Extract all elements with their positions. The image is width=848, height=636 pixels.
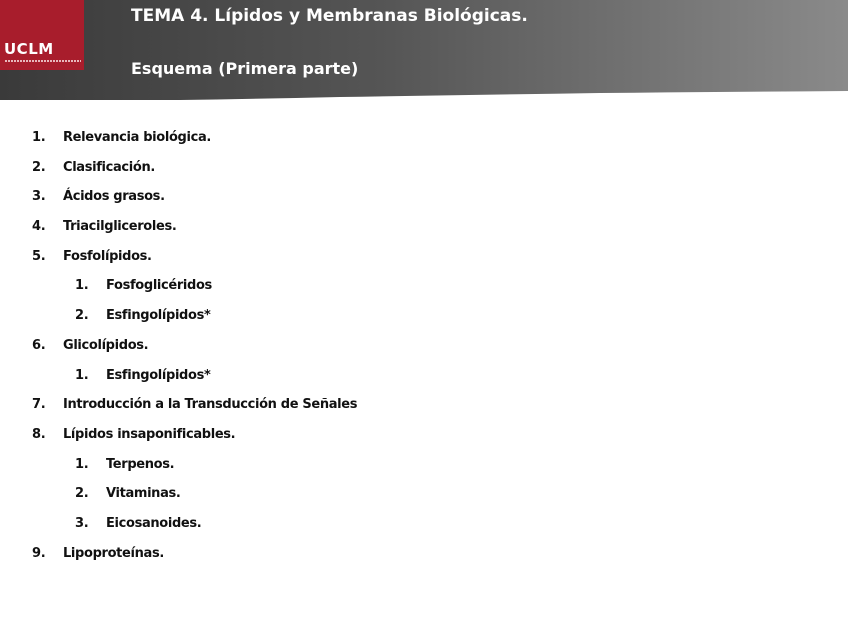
uclm-logo [0, 0, 84, 70]
item-text: Fosfolípidos. [63, 248, 152, 264]
item-number: 7. [32, 397, 46, 413]
outline-item [0, 187, 848, 217]
item-number: 1. [75, 278, 89, 294]
item-number: 1. [75, 456, 89, 472]
item-text: Ácidos grasos. [63, 189, 165, 205]
item-text: Esfingolípidos* [106, 367, 211, 383]
slide-header [0, 0, 848, 100]
item-text: Fosfoglicéridos [106, 278, 212, 294]
outline-subitem [0, 514, 848, 544]
outline-item [0, 128, 848, 158]
item-number: 2. [75, 486, 89, 502]
item-number: 9. [32, 545, 46, 561]
slide-subtitle: Esquema (Primera parte) [131, 59, 359, 78]
outline-subitem [0, 455, 848, 485]
slide-title: TEMA 4. Lípidos y Membranas Biológicas. [131, 6, 528, 26]
item-number: 3. [32, 189, 46, 205]
outline-item [0, 247, 848, 277]
item-text: Glicolípidos. [63, 337, 149, 353]
outline-item [0, 158, 848, 188]
outline-item [0, 336, 848, 366]
item-text: Clasificación. [63, 159, 155, 175]
outline-subitem [0, 484, 848, 514]
outline-subitem [0, 276, 848, 306]
item-number: 2. [32, 159, 46, 175]
item-number: 2. [75, 308, 89, 324]
logo-text: UCLM [4, 40, 54, 58]
item-text: Lípidos insaponificables. [63, 426, 236, 442]
outline-item [0, 217, 848, 247]
item-number: 1. [32, 130, 46, 145]
item-text: Triacilgliceroles. [63, 219, 177, 235]
outline-item [0, 395, 848, 425]
item-text: Introducción a la Transducción de Señales [63, 397, 358, 413]
outline-item [0, 425, 848, 455]
item-number: 1. [75, 367, 89, 383]
logo-subtitle-line [5, 60, 81, 62]
item-number: 5. [32, 248, 46, 264]
outline-list [0, 128, 848, 573]
item-text: Relevancia biológica. [63, 130, 211, 145]
item-number: 4. [32, 219, 46, 235]
item-text: Vitaminas. [106, 486, 181, 502]
item-text: Eicosanoides. [106, 515, 202, 531]
item-text: Terpenos. [106, 456, 175, 472]
outline-subitem [0, 366, 848, 396]
outline-subitem [0, 306, 848, 336]
item-number: 6. [32, 337, 46, 353]
outline-item [0, 544, 848, 574]
item-text: Esfingolípidos* [106, 308, 211, 324]
item-text: Lipoproteínas. [63, 545, 164, 561]
item-number: 8. [32, 426, 46, 442]
item-number: 3. [75, 515, 89, 531]
